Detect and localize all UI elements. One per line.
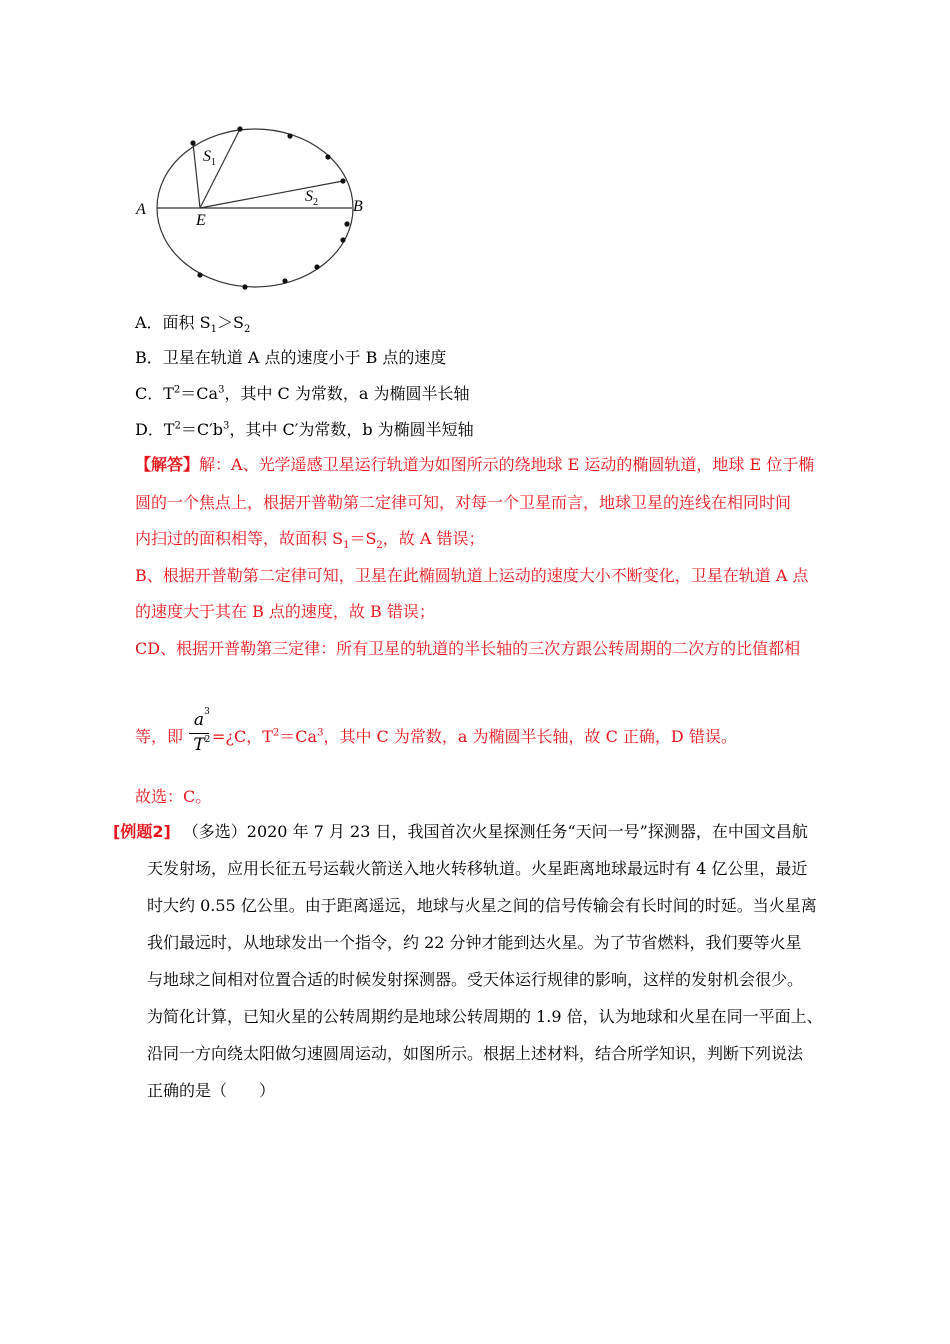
orbit-dot [282,278,287,283]
option-d: D．$T^2=C'b^3$，其中 C′为常数，b 为椭圆半短轴 [135,420,474,439]
example-2-line-1: [例题2] （多选）2020 年 7 月 23 日，我国首次火星探测任务“天问一号”探测器，在中国文昌航 [113,822,808,841]
solution-line-4: B、根据开普勒第二定律可知，卫星在此椭圆轨道上运动的速度大小不断变化，卫星在轨道 A 点 [135,566,809,585]
orbit-dot [190,140,195,145]
solution-line-7-start: 等，即 [135,727,184,746]
orbit-dot [314,264,319,269]
example-2-line-5: 与地球之间相对位置合适的时候发射探测器。受天体运行规律的影响，这样的发射机会很少。 [147,970,804,989]
orbit-dot [340,237,345,242]
elliptical-orbit-diagram [130,118,380,293]
sector-s1-edge-right [200,129,240,208]
example-2-line-2: 天发射场，应用长征五号运载火箭送入地火转移轨道。火星距离地球最远时有 4 亿公里，最近 [147,859,808,878]
orbit-dot [197,272,202,277]
solution-line-5: 的速度大于其在 B 点的速度，故 B 错误； [135,602,435,621]
example-2-line-4: 我们最远时，从地球发出一个指令，约 22 分钟才能到达火星。为了节省燃料，我们要等火星 [147,933,802,952]
example-2-line-3: 时大约 0.55 亿公里。由于距离遥远，地球与火星之间的信号传输会有长时间的时延。当火星离 [147,896,817,915]
orbit-dot [237,126,242,131]
orbit-dot [287,133,292,138]
solution-tag: 【解答】 [135,455,200,474]
solution-line-7-rest: =¿C，$T^2=Ca^3$，其中 C 为常数，a 为椭圆半长轴，故 C 正确，D 错误。 [212,727,737,746]
orbit-dot [242,284,247,289]
sector-s2-edge [200,181,343,208]
orbit-dot [344,221,349,226]
example-2-line-7: 沿同一方向绕太阳做匀速圆周运动，如图所示。根据上述材料，结合所学知识，判断下列说法 [147,1044,804,1063]
orbit-dot [340,178,345,183]
example-2-label: [例题2] [113,822,171,841]
fraction-bar [189,733,209,734]
orbit-dot [325,154,330,159]
area-s2-label: $S_2$ [305,188,318,208]
solution-line-2: 圆的一个焦点上，根据开普勒第二定律可知，对每一个卫星而言，地球卫星的连线在相同时间 [135,493,792,512]
earth-e-label: E [196,212,206,229]
example-2-line-8: 正确的是（ ） [147,1081,276,1100]
sector-s1-edge-left [193,143,200,208]
solution-line-6: CD、根据开普勒第三定律：所有卫星的轨道的半长轴的三次方跟公转周期的二次方的比值都相 [135,639,801,658]
area-s1-label: $S_1$ [203,148,216,168]
kepler-third-law-fraction: a 3 T 2 [187,708,211,760]
solution-line-1: 【解答】解：A、光学遥感卫星运行轨道为如图所示的绕地球 E 运动的椭圆轨道，地球 E 位于椭 [135,455,815,474]
point-b-label: B [353,198,363,215]
solution-line-3: 内扫过的面积相等，故面积 $S_1=S_2$，故 A 错误； [135,529,485,552]
solution-answer: 故选：C。 [135,787,212,806]
option-a: A．面积 $S_1>S_2$ [135,313,251,336]
point-a-label: A [136,201,146,218]
example-2-line-6: 为简化计算，已知火星的公转周期约是地球公转周期的 1.9 倍，认为地球和火星在同一平面上、 [147,1007,823,1026]
option-c: C．$T^2=Ca^3$，其中 C 为常数，a 为椭圆半长轴 [135,384,470,403]
option-b: B．卫星在轨道 A 点的速度小于 B 点的速度 [135,348,447,367]
